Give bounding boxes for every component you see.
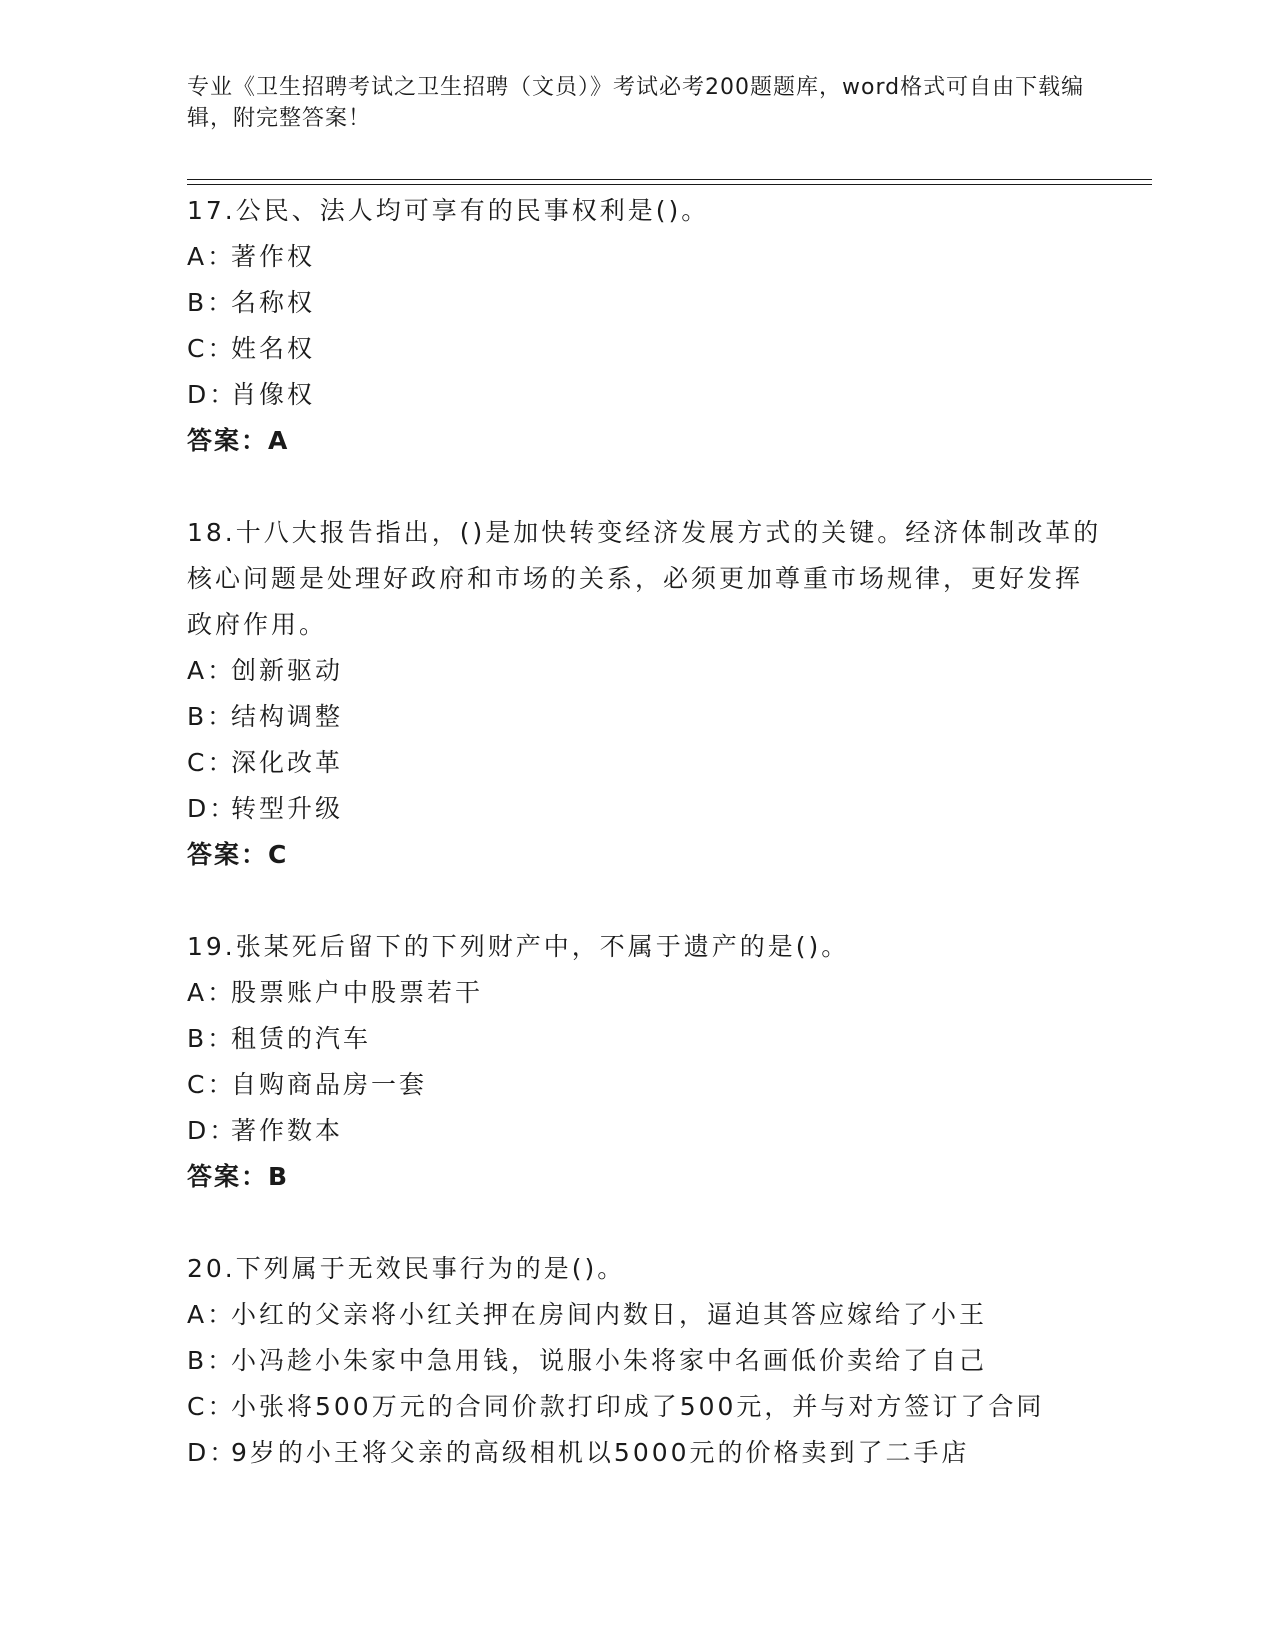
option-letter: D： xyxy=(187,1438,238,1467)
option-letter: D： xyxy=(187,380,238,409)
answer-line: 答案：B xyxy=(187,1162,290,1191)
option-text: 肖像权 xyxy=(231,380,316,409)
answer-line: 答案：C xyxy=(187,840,289,869)
option-text: 创新驱动 xyxy=(231,656,344,685)
option-a xyxy=(187,970,1107,1016)
question-list xyxy=(187,188,1107,1476)
option-letter: A： xyxy=(187,656,236,685)
answer-line: 答案：A xyxy=(187,426,290,455)
option-c xyxy=(187,740,1107,786)
option-b xyxy=(187,694,1107,740)
option-b xyxy=(187,280,1107,326)
option-letter: C： xyxy=(187,748,236,777)
option-c xyxy=(187,326,1107,372)
question-stem: 17.公民、法人均可享有的民事权利是()。 xyxy=(187,196,710,225)
option-b xyxy=(187,1338,1107,1384)
option-d xyxy=(187,786,1107,832)
option-text: 著作权 xyxy=(231,242,316,271)
option-a xyxy=(187,1292,1107,1338)
header-divider-bottom xyxy=(187,184,1152,185)
option-letter: A： xyxy=(187,242,236,271)
option-letter: B： xyxy=(187,288,236,317)
option-letter: B： xyxy=(187,1346,236,1375)
option-letter: B： xyxy=(187,702,236,731)
question-20 xyxy=(187,1246,1107,1476)
option-a xyxy=(187,648,1107,694)
option-d xyxy=(187,1430,1107,1476)
option-text: 转型升级 xyxy=(231,794,344,823)
option-text: 著作数本 xyxy=(231,1116,344,1145)
option-letter: A： xyxy=(187,1300,236,1329)
option-c xyxy=(187,1062,1107,1108)
question-17 xyxy=(187,188,1107,464)
question-stem: 18.十八大报告指出，()是加快转变经济发展方式的关键。经济体制改革的核心问题是处理好政府和市场的关系，必须更加尊重市场规律，更好发挥政府作用。 xyxy=(187,518,1102,639)
question-18 xyxy=(187,510,1107,878)
option-b xyxy=(187,1016,1107,1062)
option-letter: C： xyxy=(187,334,236,363)
option-letter: A： xyxy=(187,978,236,1007)
option-text: 姓名权 xyxy=(231,334,316,363)
question-stem: 19.张某死后留下的下列财产中，不属于遗产的是()。 xyxy=(187,932,850,961)
option-text: 股票账户中股票若干 xyxy=(231,978,484,1007)
option-letter: D： xyxy=(187,1116,238,1145)
option-c xyxy=(187,1384,1107,1430)
option-text: 小红的父亲将小红关押在房间内数日，逼迫其答应嫁给了小王 xyxy=(231,1300,988,1329)
header-divider-top xyxy=(187,179,1152,180)
option-letter: B： xyxy=(187,1024,236,1053)
option-text: 小冯趁小朱家中急用钱，说服小朱将家中名画低价卖给了自己 xyxy=(231,1346,988,1375)
option-d xyxy=(187,372,1107,418)
document-header xyxy=(187,72,1087,134)
option-letter: D： xyxy=(187,794,238,823)
header-intro-text: 专业《卫生招聘考试之卫生招聘（文员）》考试必考200题题库，word格式可自由下载编辑，附完整答案！ xyxy=(187,75,1085,131)
option-text: 租赁的汽车 xyxy=(231,1024,372,1053)
option-text: 结构调整 xyxy=(231,702,344,731)
option-text: 自购商品房一套 xyxy=(231,1070,428,1099)
option-text: 小张将500万元的合同价款打印成了500元，并与对方签订了合同 xyxy=(231,1392,1045,1421)
option-text: 名称权 xyxy=(231,288,316,317)
option-d xyxy=(187,1108,1107,1154)
option-letter: C： xyxy=(187,1392,236,1421)
question-stem: 20.下列属于无效民事行为的是()。 xyxy=(187,1254,626,1283)
option-a xyxy=(187,234,1107,280)
option-text: 9岁的小王将父亲的高级相机以5000元的价格卖到了二手店 xyxy=(231,1438,970,1467)
option-letter: C： xyxy=(187,1070,236,1099)
question-19 xyxy=(187,924,1107,1200)
option-text: 深化改革 xyxy=(231,748,344,777)
